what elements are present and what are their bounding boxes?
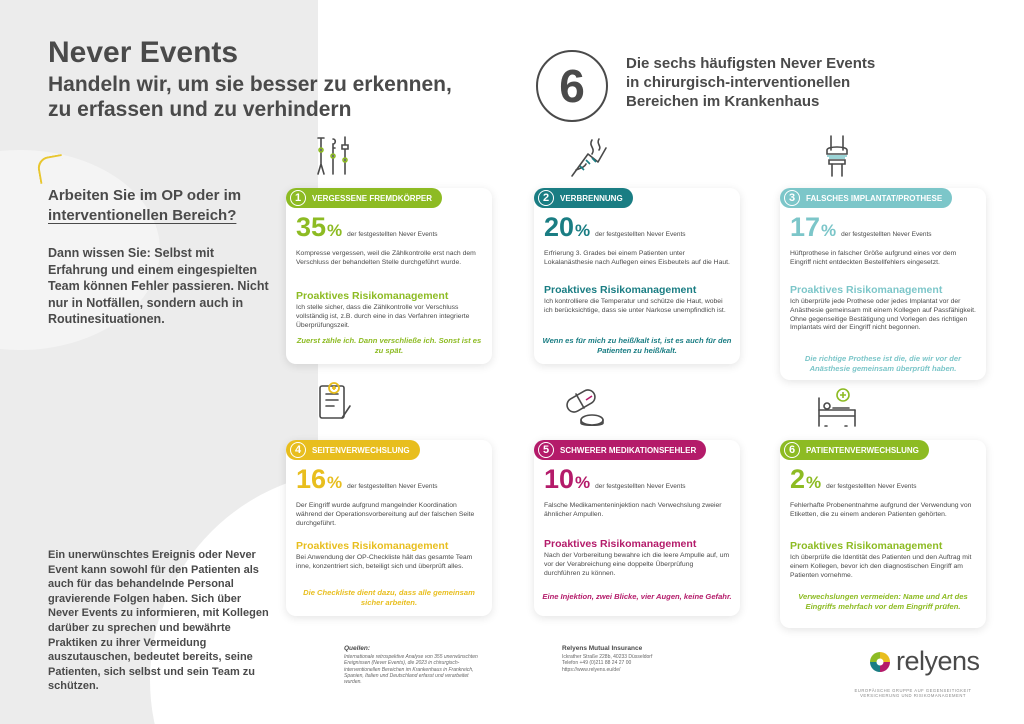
card-number: 3 (784, 190, 800, 206)
card-label-text: PATIENTENVERWECHSLUNG (806, 445, 919, 455)
card-motto: Zuerst zähle ich. Dann verschließe ich. Sonst ist es zu spät. (296, 336, 482, 355)
event-description: Der Eingriff wurde aufgrund mangelnder Koordination während der Operationsvorbereitung auf der falschen Seite durchgeführt. (296, 502, 475, 527)
percentage-sign: % (806, 473, 822, 492)
never-event-card-5 (534, 440, 740, 616)
card-motto: Die richtige Prothese ist die, die wir vor der Anästhesie gemeinsam überprüft haben. (804, 354, 962, 373)
company-block (562, 646, 702, 673)
company-phone: Telefon +49 (0)211 88 24 27 00 (562, 660, 632, 667)
event-description: Falsche Medikamenteninjektion nach Verwechslung zweier ähnlicher Ampullen. (544, 502, 722, 518)
company-address: Ickrather Straße 228b, 40233 Düsseldorf (562, 654, 653, 661)
card-number: 4 (290, 442, 306, 458)
card-label-text: VERBRENNUNG (560, 193, 623, 203)
card-number: 5 (538, 442, 554, 458)
percentage-caption: der festgestellten Never Events (595, 231, 686, 238)
relyens-logo-word: relyens (896, 646, 980, 676)
proactive-text: Ich überprüfe jede Prothese oder jedes Implantat vor der Anästhesie gemeinsam mit einem Kollegen auf Passfähigkeit. Ohne gegenseitige Bestätigung und Vorlegen des richtigen Implantats wird der Eingriff nicht begonnen. (790, 298, 976, 332)
card-label (286, 440, 420, 460)
proactive-title: Proaktives Risikomanagement (544, 538, 697, 550)
percentage-sign: % (575, 473, 591, 492)
never-event-card-2 (534, 188, 740, 364)
percentage-value: 10 (544, 464, 575, 494)
percentage-row (790, 464, 916, 495)
card-number: 1 (290, 190, 306, 206)
card-label-text: SEITENVERWECHSLUNG (312, 445, 410, 455)
intro-text: Dann wissen Sie: Selbst mit Erfahrung und einem eingespielten Team können Fehler passieren. Nicht nur in Notfällen, sondern auch in Routinesituationen. (48, 246, 269, 327)
card-number: 2 (538, 190, 554, 206)
knee-implant-icon (815, 134, 859, 178)
percentage-sign: % (327, 221, 343, 240)
proactive-title: Proaktives Risikomanagement (790, 284, 943, 296)
sources-block (344, 646, 484, 685)
event-description: Hüftprothese in falscher Größe aufgrund eines vor dem Eingriff nicht entdeckten Bestellfehlers eingesetzt. (790, 250, 957, 266)
percentage-sign: % (821, 221, 837, 240)
percentage-row (296, 464, 438, 495)
card-label-text: VERGESSENE FREMDKÖRPER (312, 193, 433, 203)
card-label-text: FALSCHES IMPLANTAT/PROTHESE (806, 193, 943, 203)
card-motto: Eine Injektion, zwei Blicke, vier Augen, keine Gefahr. (542, 592, 732, 601)
card-number: 6 (784, 442, 800, 458)
proactive-title: Proaktives Risikomanagement (296, 290, 449, 302)
six-heading (626, 54, 956, 111)
six-heading-line3: Bereichen im Krankenhaus (626, 93, 820, 110)
proactive-text: Ich kontrolliere die Temperatur und schütze die Haut, wobei ich berücksichtige, dass sie unter Narkose unempfindlich ist. (544, 298, 726, 314)
percentage-row (296, 212, 438, 243)
card-label (780, 188, 952, 208)
card-label (534, 188, 633, 208)
percentage-value: 20 (544, 212, 575, 242)
question (48, 186, 278, 226)
percentage-caption: der festgestellten Never Events (347, 483, 438, 490)
outro-text: Ein unerwünschtes Ereignis oder Never Event kann sowohl für den Patienten als auch für das behandelnde Personal gravierende Folgen haben. Sich über Never Events zu informieren, mit Kollegen darüber zu sprechen und bewährte Praktiken zu ihrer Vermeidung auszutauschen, bedeutet bereits, seine Patienten, sich selbst und sein Team zu schützen. (48, 549, 269, 693)
percentage-caption: der festgestellten Never Events (595, 483, 686, 490)
six-badge: 6 (536, 50, 608, 122)
percentage-sign: % (575, 221, 591, 240)
card-label (286, 188, 442, 208)
proactive-text: Nach der Vorbereitung bewahre ich die leere Ampulle auf, um vor der Verabreichung eine doppelte Überprüfung durchführen zu können. (544, 552, 730, 577)
proactive-text: Bei Anwendung der OP-Checkliste hält das gesamte Team inne, konzentriert sich, beteiligt sich und überprüft alles. (296, 554, 473, 570)
sources-text: Internationale retrospektive Analyse von 355 unerwünschten Ereignissen (Never Events), die 2023 in chirurgisch-interventionellen Bereichen im Krankenhaus in Frankreich, Spanien, Italien und Deutschland erfasst und verarbeitet wurden. (344, 654, 478, 686)
percentage-row (790, 212, 932, 243)
card-label (534, 440, 706, 460)
hospital-bed-icon (815, 386, 859, 430)
proactive-title: Proaktives Risikomanagement (790, 540, 943, 552)
percentage-caption: der festgestellten Never Events (347, 231, 438, 238)
surgical-instruments-icon (312, 134, 356, 178)
burn-icon (566, 136, 610, 180)
page-title: Never Events (48, 36, 239, 69)
question-line1: Arbeiten Sie im OP oder im (48, 187, 242, 204)
company-name: Relyens Mutual Insurance (562, 645, 643, 652)
percentage-caption: der festgestellten Never Events (841, 231, 932, 238)
card-label (780, 440, 929, 460)
never-event-card-1 (286, 188, 492, 364)
relyens-logo-mark-icon (868, 650, 892, 674)
event-description: Kompresse vergessen, weil die Zählkontrolle erst nach dem Verschluss der behandelten Stelle durchgeführt wurde. (296, 250, 476, 266)
never-event-card-3 (780, 188, 986, 380)
relyens-tagline: EUROPÄISCHE GRUPPE AUF GEGENSEITIGKEIT VERSICHERUNG UND RISIKOMANAGEMENT (854, 688, 972, 699)
percentage-row (544, 464, 686, 495)
pills-icon (562, 386, 606, 430)
checklist-icon (312, 380, 356, 424)
percentage-value: 17 (790, 212, 821, 242)
event-description: Fehlerhafte Probenentnahme aufgrund der Verwendung von Etiketten, die zu einem anderen Patienten gehörten. (790, 502, 972, 518)
relyens-logo (868, 646, 980, 677)
card-motto: Die Checkliste dient dazu, dass alle gemeinsam sicher arbeiten. (303, 588, 475, 607)
sources-title: Quellen: (344, 645, 371, 652)
percentage-sign: % (327, 473, 343, 492)
card-motto: Verwechslungen vermeiden: Name und Art des Eingriffs mehrfach vor dem Eingriff prüfen. (798, 592, 968, 611)
proactive-title: Proaktives Risikomanagement (544, 284, 697, 296)
percentage-value: 16 (296, 464, 327, 494)
company-web[interactable]: https://www.relyens.eu/de/ (562, 666, 621, 673)
percentage-caption: der festgestellten Never Events (826, 483, 917, 490)
proactive-text: Ich stelle sicher, dass die Zählkontrolle vor Verschluss vollständig ist, z.B. durch eine in das Verfahren integrierte Überprüfungszeit. (296, 304, 470, 329)
event-description: Erfrierung 3. Grades bei einem Patienten unter Lokalanästhesie nach Auflegen eines Eisbeutels auf die Haut. (544, 250, 730, 266)
proactive-text: Ich überprüfe die Identität des Patienten und den Auftrag mit einem Kollegen, bevor ich den diagnostischen Eingriff am Patienten vornehme. (790, 554, 972, 579)
percentage-row (544, 212, 686, 243)
percentage-value: 35 (296, 212, 327, 242)
six-heading-line2: in chirurgisch-interventionellen (626, 74, 851, 91)
question-line2: interventionellen Bereich? (48, 207, 237, 224)
never-event-card-6 (780, 440, 986, 628)
page-subtitle-line2: zu erfassen und zu verhindern (48, 98, 352, 121)
percentage-value: 2 (790, 464, 806, 494)
card-label-text: SCHWERER MEDIKATIONSFEHLER (560, 445, 697, 455)
never-event-card-4 (286, 440, 492, 616)
card-motto: Wenn es für mich zu heiß/kalt ist, ist es auch für den Patienten zu heiß/kalt. (542, 336, 732, 355)
page-title-block (48, 36, 452, 122)
proactive-title: Proaktives Risikomanagement (296, 540, 449, 552)
six-heading-line1: Die sechs häufigsten Never Events (626, 55, 876, 72)
page-subtitle-line1: Handeln wir, um sie besser zu erkennen, (48, 73, 452, 96)
